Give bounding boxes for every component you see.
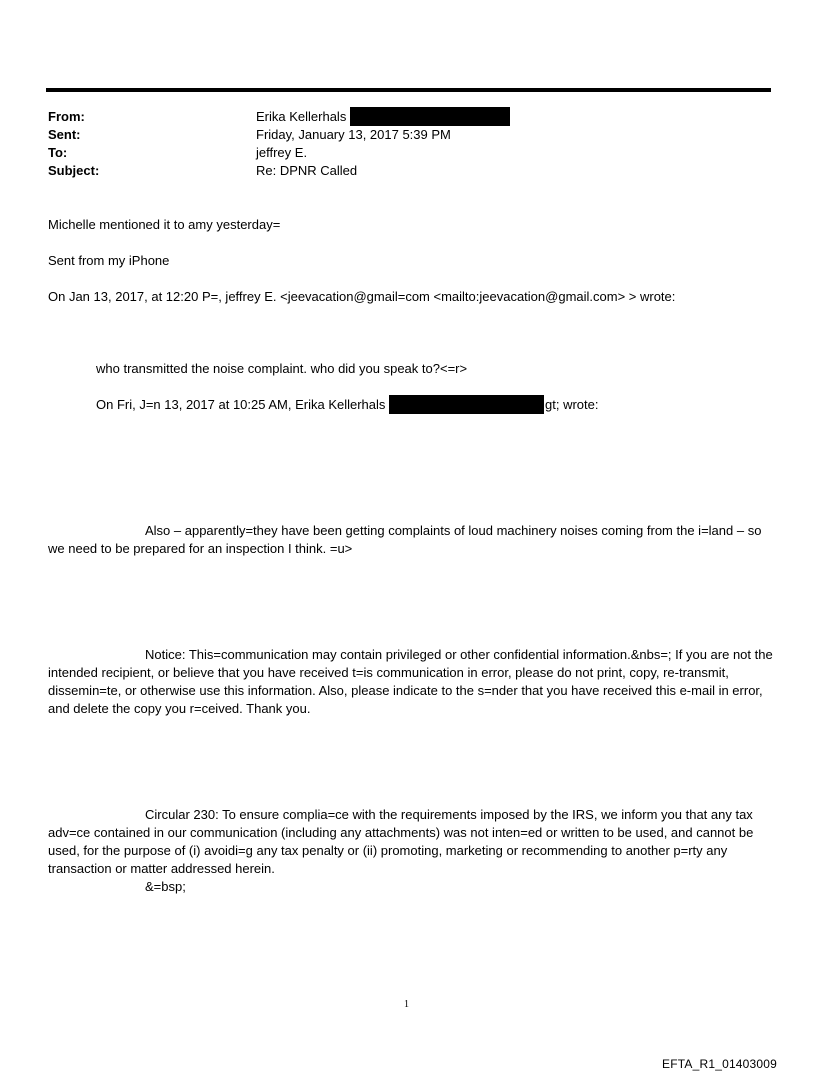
paragraph-also: Also – apparently=they have been getting complaints of loud machinery noises coming from the i=land – so we need to be prepared for an inspection I think. =u> (48, 523, 762, 556)
quoted-reply-header-suffix: gt; wrote: (545, 397, 599, 412)
body-line-signature: Sent from my iPhone (48, 253, 170, 268)
body-line-reply-header: On Jan 13, 2017, at 12:20 P=, jeffrey E. <jeevacation@gmail=com <mailto:jeevacation@gmail.com> > wrote: (48, 289, 676, 304)
quoted-reply-header-prefix: On Fri, J=n 13, 2017 at 10:25 AM, Erika Kellerhals (96, 397, 386, 412)
body-line-michelle: Michelle mentioned it to amy yesterday= (48, 217, 281, 232)
redaction-bar (350, 107, 510, 126)
header-rule (46, 88, 771, 92)
from-value: Erika Kellerhals (256, 109, 347, 124)
subject-value: Re: DPNR Called (256, 163, 358, 178)
bates-number: EFTA_R1_01403009 (662, 1057, 778, 1071)
from-label: From: (48, 109, 85, 124)
subject-label: Subject: (48, 163, 100, 178)
to-value: jeffrey E. (256, 145, 308, 160)
to-label: To: (48, 145, 68, 160)
sent-label: Sent: (48, 127, 81, 142)
sent-value: Friday, January 13, 2017 5:39 PM (256, 127, 451, 142)
quoted-question: who transmitted the noise complaint. who did you speak to?<=r> (96, 361, 468, 376)
paragraph-circular-230: Circular 230: To ensure complia=ce with the requirements imposed by the IRS, we inform you that any tax adv=ce contained in our communication (including any attachments) was not inten=ed or written to be used, and cannot be used, for the purpose of (i) avoidi=g any tax penalty or (ii) promoting, marketing or recommending to another p=rty any transaction or matter addressed herein. (48, 807, 754, 876)
paragraph-notice: Notice: This=communication may contain privileged or other confidential information.&nbs=; If you are not the intended recipient, or believe that you have received t=is communication in error, please do not print, copy, re-transmit, dissemin=te, or otherwise use this information. Also, please indicate to the s=nder that you have received this e-mail in error, and delete the copy you r=ceived. Thank you. (48, 647, 773, 716)
nbsp-line: &=bsp; (145, 879, 186, 894)
page-number: 1 (404, 999, 409, 1010)
redaction-bar (389, 395, 544, 414)
